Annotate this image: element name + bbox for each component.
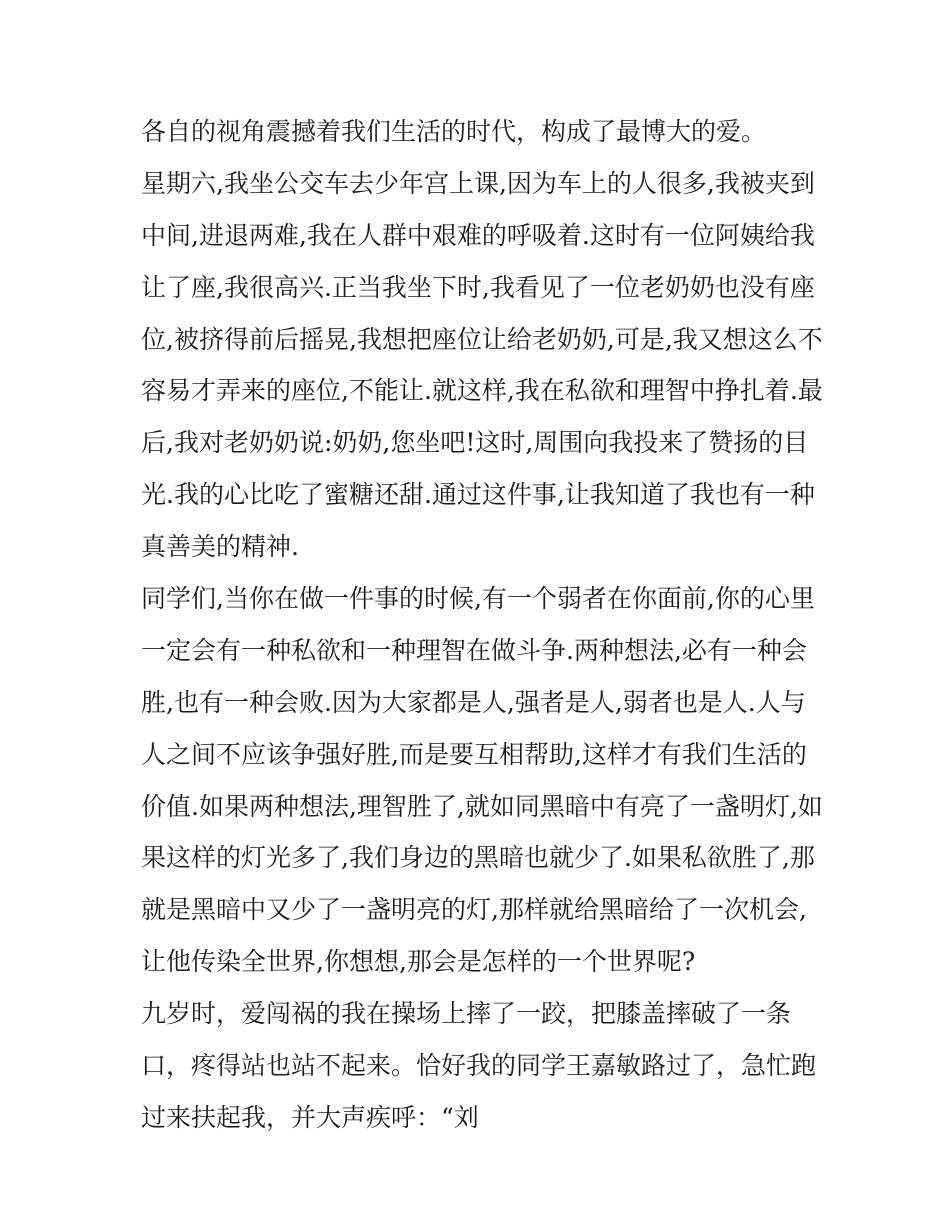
text-line: 同学们,当你在做一件事的时候,有一个弱者在你面前,你的心里	[141, 584, 815, 614]
text-line: 胜,也有一种会败.因为大家都是人,强者是人,弱者也是人.人与	[141, 687, 806, 717]
document-body	[141, 106, 821, 1144]
text-line: 果这样的灯光多了,我们身边的黑暗也就少了.如果私欲胜了,那	[141, 843, 815, 873]
text-line: 价值.如果两种想法,理智胜了,就如同黑暗中有亮了一盏明灯,如	[141, 791, 823, 821]
text-line: 各自的视角震撼着我们生活的时代，构成了最博大的爱。	[141, 117, 767, 146]
text-line: 让他传染全世界,你想想,那会是怎样的一个世界呢?	[141, 947, 696, 977]
text-line: 后,我对老奶奶说:奶奶,您坐吧!这时,周围向我投来了赞扬的目	[141, 428, 809, 458]
text-line: 星期六,我坐公交车去少年宫上课,因为车上的人很多,我被夹到	[141, 168, 815, 198]
text-line: 过来扶起我，并大声疾呼：“刘	[141, 1102, 479, 1132]
text-line: 中间,进退两难,我在人群中艰难的呼吸着.这时有一位阿姨给我	[141, 220, 815, 250]
text-line: 就是黑暗中又少了一盏明亮的灯,那样就给黑暗给了一次机会,	[141, 895, 807, 925]
text-line: 真善美的精神.	[141, 532, 299, 562]
text-line: 口，疼得站也站不起来。恰好我的同学王嘉敏路过了，急忙跑	[141, 1051, 817, 1081]
text-line: 九岁时，爱闯祸的我在操场上摔了一跤，把膝盖摔破了一条	[141, 999, 792, 1029]
text-line: 光.我的心比吃了蜜糖还甜.通过这件事,让我知道了我也有一种	[141, 480, 815, 510]
text-line: 人之间不应该争强好胜,而是要互相帮助,这样才有我们生活的	[141, 739, 807, 769]
text-line: 让了座,我很高兴.正当我坐下时,我看见了一位老奶奶也没有座	[141, 272, 815, 302]
text-line: 一定会有一种私欲和一种理智在做斗争.两种想法,必有一种会	[141, 635, 807, 665]
text-line: 位,被挤得前后摇晃,我想把座位让给老奶奶,可是,我又想这么不	[141, 324, 823, 354]
text-line: 容易才弄来的座位,不能让.就这样,我在私欲和理智中挣扎着.最	[141, 376, 823, 406]
